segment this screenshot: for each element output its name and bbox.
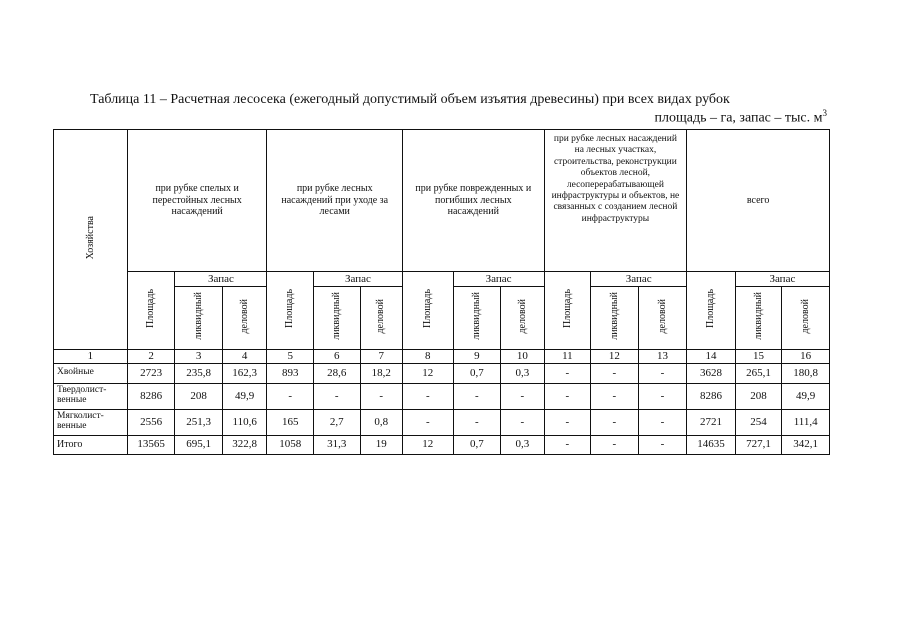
total-row bbox=[54, 435, 830, 454]
total-cell: 727,1 bbox=[735, 435, 782, 454]
liquid-header bbox=[735, 287, 782, 350]
column-number: 16 bbox=[782, 350, 830, 364]
table-cell: 8286 bbox=[687, 383, 736, 409]
total-cell: 342,1 bbox=[782, 435, 830, 454]
column-number: 4 bbox=[222, 350, 267, 364]
table-cell: 2723 bbox=[127, 363, 175, 383]
business-header-label: деловой bbox=[656, 298, 668, 334]
row-label: Хвойные bbox=[54, 363, 128, 383]
business-header bbox=[501, 287, 545, 350]
table-cell: - bbox=[544, 409, 591, 435]
table-cell: 49,9 bbox=[782, 383, 830, 409]
table-cell: 28,6 bbox=[313, 363, 360, 383]
table-cell: - bbox=[360, 383, 402, 409]
group-header: всего bbox=[687, 130, 830, 272]
total-cell: 0,3 bbox=[501, 435, 545, 454]
table-cell: 111,4 bbox=[782, 409, 830, 435]
table-cell: 0,3 bbox=[501, 363, 545, 383]
liquid-header-label: ликвидный bbox=[752, 292, 764, 341]
business-header-label: деловой bbox=[238, 298, 250, 334]
total-cell: 12 bbox=[402, 435, 453, 454]
table-cell: - bbox=[544, 363, 591, 383]
table-cell: 2721 bbox=[687, 409, 736, 435]
table-cell: - bbox=[591, 363, 639, 383]
total-cell: 14635 bbox=[687, 435, 736, 454]
business-header bbox=[638, 287, 687, 350]
units-superscript: 3 bbox=[822, 108, 827, 118]
column-number: 14 bbox=[687, 350, 736, 364]
area-header-label: Площадь bbox=[422, 289, 434, 329]
column-number: 3 bbox=[175, 350, 223, 364]
units-text: площадь – га, запас – тыс. м bbox=[654, 110, 823, 126]
table-cell: 165 bbox=[267, 409, 314, 435]
business-header bbox=[222, 287, 267, 350]
liquid-header bbox=[313, 287, 360, 350]
table-cell: 208 bbox=[175, 383, 223, 409]
liquid-header bbox=[453, 287, 501, 350]
column-number: 13 bbox=[638, 350, 687, 364]
table-cell: 12 bbox=[402, 363, 453, 383]
total-cell: 695,1 bbox=[175, 435, 223, 454]
total-cell: 0,7 bbox=[453, 435, 501, 454]
liquid-header-label: ликвидный bbox=[330, 292, 342, 341]
group-header: при рубке поврежденных и погибших лесных насаждений bbox=[402, 130, 544, 272]
table-cell: 162,3 bbox=[222, 363, 267, 383]
table-cell: 0,7 bbox=[453, 363, 501, 383]
allowable-cut-table bbox=[53, 129, 830, 455]
stock-header: Запас bbox=[175, 272, 267, 287]
table-cell: 251,3 bbox=[175, 409, 223, 435]
group-header: при рубке спелых и перестойных лесных насаждений bbox=[127, 130, 267, 272]
area-header bbox=[127, 272, 175, 350]
column-number: 10 bbox=[501, 350, 545, 364]
total-cell: 31,3 bbox=[313, 435, 360, 454]
table-caption: Таблица 11 – Расчетная лесосека (ежегодный допустимый объем изъятия древесины) при всех видах рубок bbox=[90, 92, 730, 107]
table-cell: 208 bbox=[735, 383, 782, 409]
table-cell: 0,8 bbox=[360, 409, 402, 435]
table-cell: 265,1 bbox=[735, 363, 782, 383]
table-cell: - bbox=[591, 409, 639, 435]
farm-header bbox=[54, 130, 128, 350]
table-row bbox=[54, 409, 830, 435]
total-cell: 1058 bbox=[267, 435, 314, 454]
column-number: 12 bbox=[591, 350, 639, 364]
table-cell: - bbox=[638, 383, 687, 409]
area-header-label: Площадь bbox=[705, 289, 717, 329]
stock-header: Запас bbox=[735, 272, 829, 287]
total-cell: 19 bbox=[360, 435, 402, 454]
area-header bbox=[402, 272, 453, 350]
total-cell: - bbox=[544, 435, 591, 454]
column-number: 2 bbox=[127, 350, 175, 364]
table-cell: - bbox=[313, 383, 360, 409]
table-cell: - bbox=[453, 409, 501, 435]
table-cell: 3628 bbox=[687, 363, 736, 383]
table-cell: - bbox=[501, 383, 545, 409]
table-cell: - bbox=[638, 363, 687, 383]
business-header-label: деловой bbox=[375, 298, 387, 334]
table-cell: - bbox=[402, 383, 453, 409]
area-header bbox=[267, 272, 314, 350]
column-number: 11 bbox=[544, 350, 591, 364]
table-cell: - bbox=[453, 383, 501, 409]
area-header bbox=[687, 272, 736, 350]
table-row bbox=[54, 383, 830, 409]
units-note bbox=[654, 108, 827, 127]
table-cell: - bbox=[544, 383, 591, 409]
group-header: при рубке лесных насаждений при уходе за лесами bbox=[267, 130, 403, 272]
column-number: 15 bbox=[735, 350, 782, 364]
liquid-header bbox=[175, 287, 223, 350]
business-header bbox=[782, 287, 830, 350]
table-cell: - bbox=[591, 383, 639, 409]
table-cell: - bbox=[402, 409, 453, 435]
column-number: 9 bbox=[453, 350, 501, 364]
total-cell: 322,8 bbox=[222, 435, 267, 454]
table-cell: 180,8 bbox=[782, 363, 830, 383]
stock-header: Запас bbox=[313, 272, 402, 287]
total-cell: - bbox=[638, 435, 687, 454]
table-cell: 893 bbox=[267, 363, 314, 383]
liquid-header-label: ликвидный bbox=[192, 292, 204, 341]
column-number: 1 bbox=[54, 350, 128, 364]
table-cell: 8286 bbox=[127, 383, 175, 409]
group-header: при рубке лесных насаждений на лесных участках, строительства, реконструкции объектов лесной, лесоперерабатывающей инфраструктуры и объектов, не связанных с созданием лесной инфраструктуры bbox=[544, 130, 687, 272]
table-cell: - bbox=[267, 383, 314, 409]
table-cell: 18,2 bbox=[360, 363, 402, 383]
header-row-groups bbox=[54, 130, 830, 272]
row-label: Твердолист-венные bbox=[54, 383, 128, 409]
area-header-label: Площадь bbox=[284, 289, 296, 329]
farm-header-label: Хозяйства bbox=[84, 216, 96, 260]
business-header-label: деловой bbox=[516, 298, 528, 334]
business-header bbox=[360, 287, 402, 350]
total-cell: - bbox=[591, 435, 639, 454]
column-number: 8 bbox=[402, 350, 453, 364]
total-label: Итого bbox=[54, 435, 128, 454]
area-header bbox=[544, 272, 591, 350]
column-number: 5 bbox=[267, 350, 314, 364]
stock-header: Запас bbox=[591, 272, 687, 287]
table-cell: 110,6 bbox=[222, 409, 267, 435]
column-number-row bbox=[54, 350, 830, 364]
table-cell: 254 bbox=[735, 409, 782, 435]
column-number: 7 bbox=[360, 350, 402, 364]
row-label: Мягколист-венные bbox=[54, 409, 128, 435]
stock-header: Запас bbox=[453, 272, 544, 287]
header-row-stock bbox=[54, 272, 830, 287]
total-cell: 13565 bbox=[127, 435, 175, 454]
table-cell: - bbox=[501, 409, 545, 435]
table-cell: 49,9 bbox=[222, 383, 267, 409]
table-cell: 2556 bbox=[127, 409, 175, 435]
liquid-header-label: ликвидный bbox=[471, 292, 483, 341]
table-cell: - bbox=[638, 409, 687, 435]
liquid-header-label: ликвидный bbox=[608, 292, 620, 341]
table-row bbox=[54, 363, 830, 383]
table-cell: 2,7 bbox=[313, 409, 360, 435]
liquid-header bbox=[591, 287, 639, 350]
business-header-label: деловой bbox=[799, 298, 811, 334]
column-number: 6 bbox=[313, 350, 360, 364]
area-header-label: Площадь bbox=[145, 289, 157, 329]
area-header-label: Площадь bbox=[561, 289, 573, 329]
table-cell: 235,8 bbox=[175, 363, 223, 383]
